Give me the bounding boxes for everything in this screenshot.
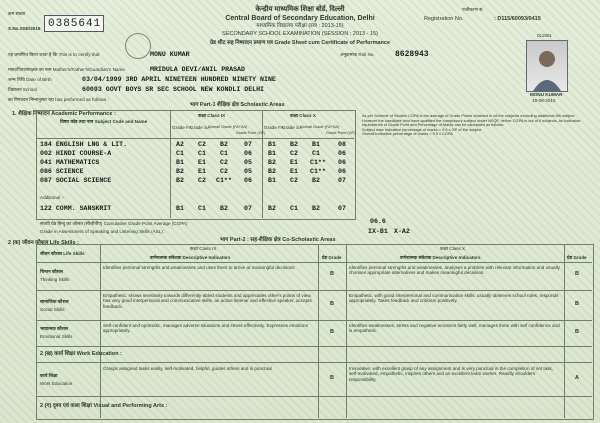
asl-label: Grade in Assessment of Speaking and Listening Skills (ASL) : [40, 229, 166, 234]
skill-name: Emotional Skills [40, 334, 73, 339]
additional-label: Additional :- [40, 195, 65, 200]
board-title-hindi: केन्द्रीय माध्यमिक शिक्षा बोर्ड, दिल्ली [255, 6, 345, 13]
registration-number: : D115/60093/0415 [494, 16, 541, 22]
skill-description-ix: Empathetic, shows sensitivity towards differently-abled students and appreciates other's points of view, has very good interpersonal and communicative skills, an active listener and effective speaker, accepts feedback. [103, 293, 312, 309]
class9-header: कक्षा Class IX [198, 113, 226, 118]
grade-cell: C1 [312, 150, 320, 157]
skill-grade-x: B [575, 329, 579, 335]
col-head-gp-x: Grade Point (GP) [326, 131, 356, 135]
certificate-title: ग्रेड शीट सह निष्पादन प्रमाण पत्र Grade Sheet cum Certificate of Performance [209, 40, 391, 46]
skill-grade-ix: B [330, 329, 334, 335]
grade-cell: C2 [198, 177, 206, 184]
grade-point-cell: 06 [244, 177, 252, 184]
notes-overall-formula: Overall indicative percentage of marks = 9.5 x CGPA [362, 131, 453, 137]
grade-cell: C1** [216, 177, 232, 184]
col-head-overall-ix: Overall Grade (FA+SA) [208, 125, 248, 129]
skill-description-x: Identifies personal strengths and weaknesses, analyses a problem with relevant information and usually chooses appropriate alternatives and makes meaningful decisions. [349, 265, 560, 276]
work-grade-ix: B [330, 375, 334, 381]
asl-class10: X-A2 [394, 228, 410, 235]
col-head-overall-x: Overall Grade (FA+SA) [300, 125, 340, 129]
grade-point-cell: 05 [244, 168, 252, 175]
skill-name-hindi: चिन्तन कौशल [40, 269, 63, 274]
date-of-birth: 03/04/1999 3RD APRIL NINETEEN HUNDRED NINETY NINE [82, 76, 276, 83]
grade-cell: B2 [312, 205, 320, 212]
grade-cell: B1 [268, 177, 276, 184]
grade-cell: C1 [220, 150, 228, 157]
grade-point-cell: 06 [338, 150, 346, 157]
school-name: 60093 GOVT BOYS SR SEC SCHOOL NEW KONDLI DELHI [82, 86, 265, 93]
asl-class9: IX-B1 [368, 228, 388, 235]
cgpa-label: संचयी ग्रेड बिन्दु का औसत (सीजीपीए) Cumulative Grade Point Average (CGPA) [40, 221, 188, 226]
board-title: Central Board of Secondary Education, Delhi [225, 15, 375, 22]
life-skills-column: जीवन कौशल Life Skills [40, 251, 85, 256]
skill-description-ix: Identifies personal strengths and weaknesses and uses them to arrive at meaningful decisions [103, 265, 295, 270]
col-head-sa-ix: Grade SA [190, 125, 211, 130]
skill-grade-x: B [575, 301, 579, 307]
descriptive-column-ix: वर्णनात्मक संकेतक Descriptive Indicators [150, 255, 231, 260]
registration-label-hindi: पंजीकरण सं. [462, 7, 484, 12]
subject-name: 002 HINDI COURSE-A [40, 150, 112, 157]
grade-cell: E1 [290, 159, 298, 166]
skill-grade-ix: B [330, 301, 334, 307]
person-icon [527, 41, 567, 91]
parent-name: MRIDULA DEVI/ANIL PRASAD [150, 66, 245, 73]
skill-grade-x: B [575, 271, 579, 277]
cgpa-value: 06.6 [370, 218, 386, 225]
descriptive-column-x: वर्णनात्मक संकेतक Descriptive Indicators [400, 255, 481, 260]
registration-label: Registration No. [424, 16, 464, 22]
subject-name: 184 ENGLISH LNG & LIT. [40, 141, 128, 148]
work-label-hindi: कार्य शिक्षा [40, 373, 58, 378]
col-head-gp-ix: Grade Point (GP) [236, 131, 266, 135]
grade-cell: C1 [198, 150, 206, 157]
grade-point-cell: 07 [338, 205, 346, 212]
work-description-ix: Grasps assigned tasks easily, self-motivated, helpful, guides others and is punctual [103, 366, 272, 371]
grade-cell: B2 [176, 177, 184, 184]
skill-name: Thinking Skills [40, 277, 70, 282]
dob-label: जन्म तिथि Date of Birth [8, 77, 52, 82]
class9-label: कक्षा Class IX [190, 246, 217, 251]
work-education-heading: 2 (ख) कार्य शिक्षा Work Education : [40, 351, 122, 357]
subject-name: 087 SOCIAL SCIENCE [40, 177, 112, 184]
grade-cell: C1** [310, 168, 326, 175]
grade-cell: C2 [220, 168, 228, 175]
grade-cell: E1 [198, 159, 206, 166]
grade-cell: E1 [290, 168, 298, 175]
work-description-x: Innovative, with excellent grasp of any assignment and is very punctual in the completion of set task, self-motivated, empathetic, inspires others and an excellent team worker. Readily shoulders responsibility. [349, 366, 554, 382]
grade-point-cell: 06 [338, 168, 346, 175]
skill-description-x: Identifies weaknesses, stress and negative emotions fairly well, manages them with self confidence and is empathetic. [349, 323, 560, 334]
grade-cell: B2 [290, 141, 298, 148]
grade-cell: B1 [268, 141, 276, 148]
grade-cell: C2 [220, 159, 228, 166]
grade-point-cell: 08 [338, 141, 346, 148]
work-grade-x: A [575, 375, 579, 381]
photo-date: 19-08-2015 [532, 98, 556, 103]
grade-cell: B1 [176, 159, 184, 166]
grade-point-cell: 07 [338, 177, 346, 184]
skill-description-x: Empathetic, with good interpersonal and communication skills, usually observes school rules, responds appropriately. Takes feedback and criticism positively. [349, 293, 559, 304]
part2-title: भाग Part-2 : सह-शैक्षिक क्षेत्र Co-Scholastic Areas [220, 237, 336, 243]
grade-cell: C1 [290, 205, 298, 212]
notes-text: As per Scheme of Studies CGPA is the average of Grade Points obtained in all the subjects excluding additional 6th subject. However the candidate who have qualified the compulsory subject under NSQF, he/her CGPA is out of 6 subjects. An indicative equivalence of Grade Point and Percentage of Marks can be calculated as follows: [362, 113, 581, 128]
grade-cell: A2 [176, 141, 184, 148]
exam-title-hindi: माध्यमिक विद्यालय परीक्षा (सत्र : 2013-15) [256, 23, 344, 29]
school-label: विद्यालय School [8, 87, 37, 92]
class10-label: कक्षा Class X [440, 246, 466, 251]
grade-cell: C2 [198, 141, 206, 148]
serial-label-hindi: क्रम संख्या [8, 11, 26, 16]
student-photo [526, 40, 568, 92]
roll-number: 8628943 [395, 50, 429, 59]
exam-title: SECONDARY SCHOOL EXAMINATION (SESSION : 2013 - 15) [222, 31, 378, 37]
grade-cell: C1 [198, 205, 206, 212]
part1-title: भाग Part-1 शैक्षिक क्षेत्र Scholastic Areas [190, 102, 285, 108]
col-head-fa-x: Grade FA [264, 125, 284, 130]
certify-line: यह प्रमाणित किया जाता है कि This is to certify that [8, 52, 100, 57]
candidate-name: MONU KUMAR [150, 51, 190, 58]
grade-column-ix: ग्रेड Grade [322, 255, 342, 260]
subject-name: 086 SCIENCE [40, 168, 84, 175]
grade-cell: B2 [176, 168, 184, 175]
performance-line: का निष्पादन निम्नानुसार रहा has performed as follows : [8, 97, 109, 102]
notes-subject-formula: Subject wise indicative percentage of marks = 9.5 x GP of the subject [362, 126, 482, 132]
serial-label: S.No.SSE/2015 [8, 26, 41, 31]
grade-cell: C1** [310, 159, 326, 166]
skill-description-ix: Self-confident and optimistic, manages adverse situations and stress effectively. Expresses emotions appropriately. [103, 323, 308, 334]
grade-column-x: ग्रेड Grade [567, 255, 587, 260]
grade-point-cell: 06 [244, 150, 252, 157]
grade-point-cell: 06 [338, 159, 346, 166]
grade-cell: E1 [198, 168, 206, 175]
work-label: Work Education [40, 381, 73, 386]
grade-cell: B1 [312, 141, 320, 148]
grade-cell: B2 [268, 205, 276, 212]
life-skills-heading: 2 (क) जीवन कौशल Life Skills : [8, 240, 79, 246]
roll-label: अनुक्रमांक Roll No. [340, 52, 375, 57]
grade-cell: C2 [290, 177, 298, 184]
skill-name-hindi: सामाजिक कौशल [40, 299, 69, 304]
academic-heading: 1. शैक्षिक निष्पादन Academic Performance : [12, 111, 116, 117]
col-head-sa-x: Grade SA [282, 125, 303, 130]
grade-notes [362, 114, 590, 137]
skill-name: Social Skills [40, 307, 65, 312]
grade-point-cell: 07 [244, 141, 252, 148]
grade-cell: B2 [220, 205, 228, 212]
parent-label: माता/पिता/संरक्षक का नाम Mother's/Father's/Guardian's Name [8, 67, 125, 72]
skill-name-hindi: भावात्मक कौशल [40, 326, 68, 331]
photo-name: MONU KUMAR [530, 92, 563, 97]
grade-point-cell: 07 [244, 205, 252, 212]
grade-cell: B2 [268, 168, 276, 175]
subject-name: 041 MATHEMATICS [40, 159, 100, 166]
subject-column-header: विषय कोड तथा नाम Subject Code and Name [60, 119, 148, 124]
serial-number: 0385641 [48, 18, 102, 30]
grade-cell: B1 [268, 150, 276, 157]
emblem-icon [125, 33, 151, 59]
grade-cell: C2 [290, 150, 298, 157]
grade-cell: B1 [176, 205, 184, 212]
grade-cell: C1 [176, 150, 184, 157]
skill-grade-ix: B [330, 271, 334, 277]
grade-point-cell: 05 [244, 159, 252, 166]
grade-cell: B2 [268, 159, 276, 166]
class10-header: कक्षा Class X [290, 113, 316, 118]
visual-arts-heading: 2 (ग) दृश्य एवं कला शिक्षा Visual and Performing Arts : [40, 403, 168, 409]
grade-cell: B2 [220, 141, 228, 148]
subject-name: 122 COMM. SANSKRIT [40, 205, 112, 212]
col-head-fa-ix: Grade FA [172, 125, 192, 130]
grade-cell: B2 [312, 177, 320, 184]
photo-code: 011801 [537, 33, 552, 38]
